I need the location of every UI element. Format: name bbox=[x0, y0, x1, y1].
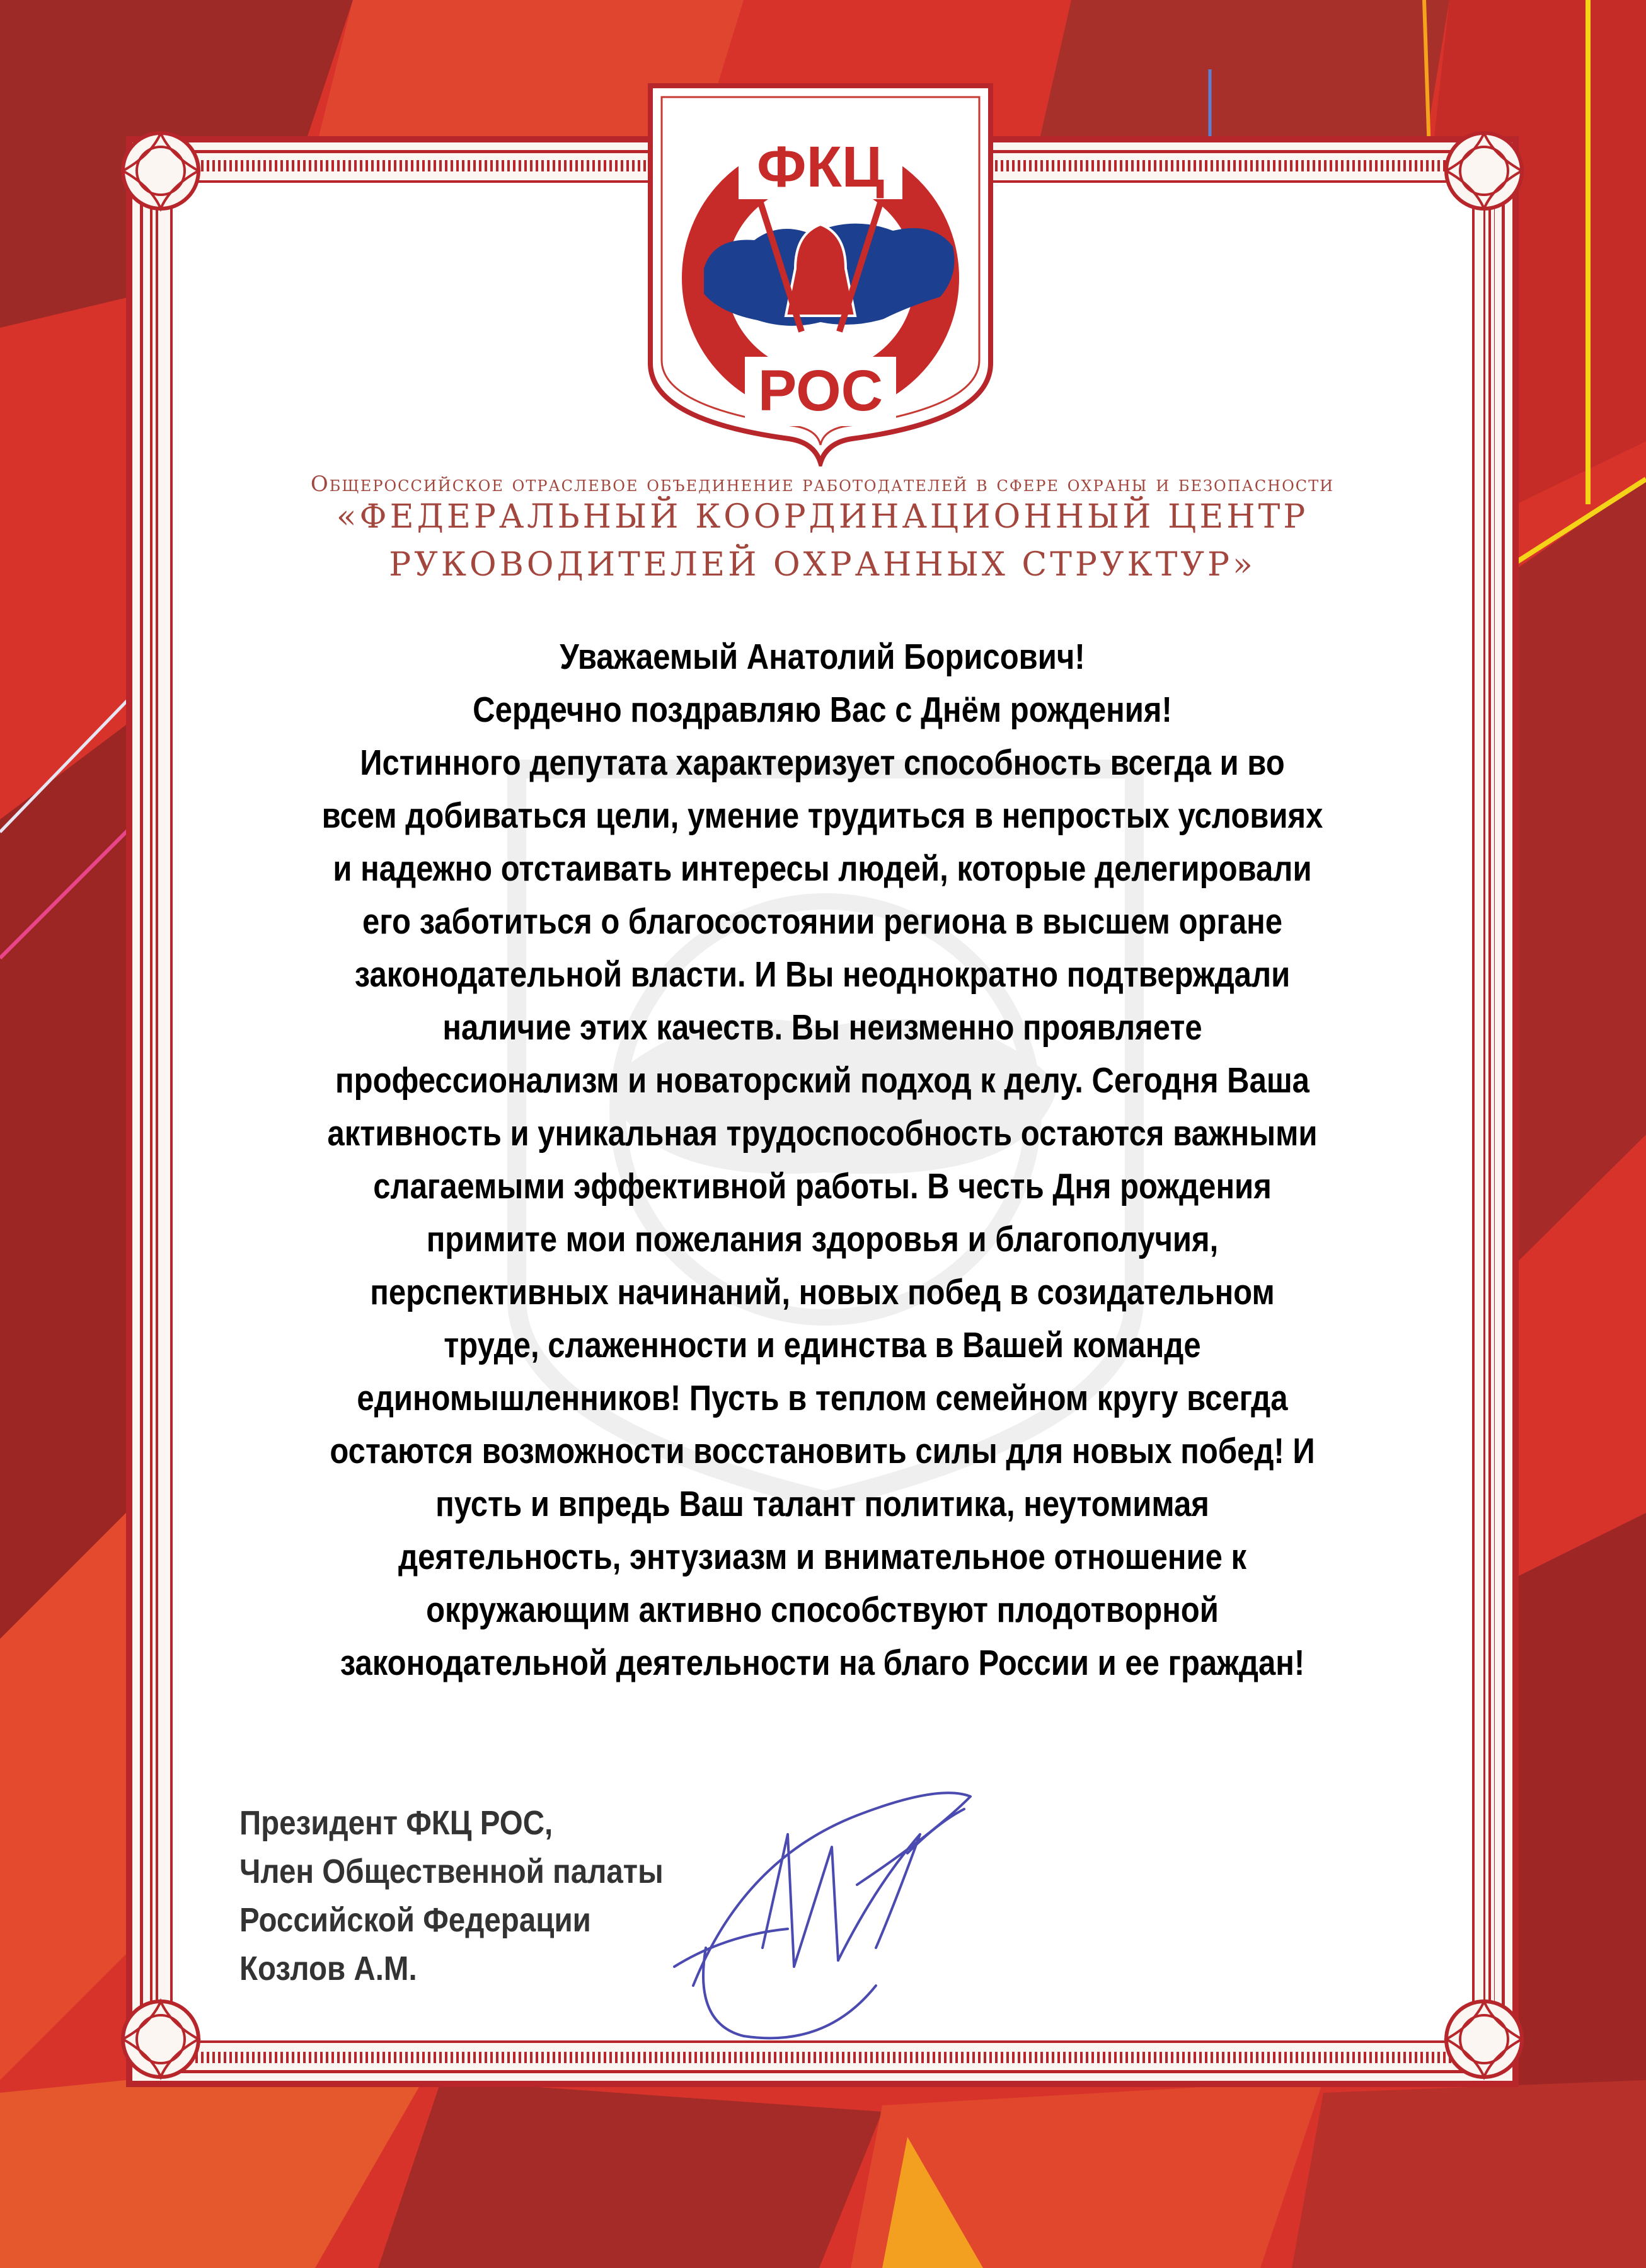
signatory-block bbox=[239, 1799, 721, 1993]
letter-line: Сердечно поздравляю Вас с Днём рождения! bbox=[473, 690, 1172, 730]
letter-line: законодательной власти. И Вы неоднократно подтверждали bbox=[354, 954, 1291, 995]
logo-top-text: ФКЦ bbox=[757, 135, 884, 199]
letter-line: профессионализм и новаторский подход к делу. Сегодня Ваша bbox=[335, 1060, 1309, 1101]
letter-line: остаются возможности восстановить силы для новых побед! И bbox=[330, 1431, 1315, 1471]
signatory-name: Козлов А.М. bbox=[239, 1950, 417, 1987]
letter-line: слагаемыми эффективной работы. В честь Дня рождения bbox=[373, 1166, 1272, 1206]
letter-line: окружающим активно способствуют плодотворной bbox=[426, 1590, 1219, 1630]
letter-line: всем добиваться цели, умение трудиться в непростых условиях bbox=[321, 796, 1323, 836]
letter-line: труде, слаженности и единства в Вашей команде bbox=[444, 1325, 1201, 1365]
organization-subtitle: Общероссийское отраслевое объединение работодателей в сфере охраны и безопасности bbox=[310, 472, 1335, 497]
letter-line: деятельность, энтузиазм и внимательное отношение к bbox=[398, 1537, 1247, 1577]
letter-line: перспективных начинаний, новых побед в созидательном bbox=[370, 1272, 1275, 1312]
signatory-position: Член Общественной палаты bbox=[239, 1853, 664, 1890]
letter-line: законодательной деятельности на благо России и ее граждан! bbox=[340, 1643, 1305, 1683]
letter-body bbox=[214, 630, 1430, 1689]
letter-line: примите мои пожелания здоровья и благополучия, bbox=[426, 1219, 1219, 1259]
letter-line: пусть и впредь Ваш талант политика, неутомимая bbox=[435, 1484, 1209, 1524]
ornament-corner-top-left-icon bbox=[107, 117, 214, 224]
letter-line: его заботиться о благосостоянии региона в высшем органе bbox=[362, 901, 1283, 942]
ornament-corner-bottom-right-icon bbox=[1430, 1986, 1538, 2093]
fkc-ros-logo bbox=[644, 79, 997, 466]
ornament-corner-top-right-icon bbox=[1430, 117, 1538, 224]
letter-line: наличие этих качеств. Вы неизменно проявляете bbox=[442, 1007, 1202, 1048]
ornament-corner-bottom-left-icon bbox=[107, 1986, 214, 2093]
organization-name-line1: «ФЕДЕРАЛЬНЫЙ КООРДИНАЦИОННЫЙ ЦЕНТР bbox=[336, 498, 1309, 536]
signatory-title: Президент ФКЦ РОС, bbox=[239, 1804, 553, 1842]
letter-line: и надежно отстаивать интересы людей, которые делегировали bbox=[333, 848, 1312, 889]
handwritten-signature bbox=[668, 1759, 996, 2061]
letter-line: единомышленников! Пусть в теплом семейном кругу всегда bbox=[357, 1378, 1288, 1418]
logo-bottom-text: РОС bbox=[757, 359, 883, 423]
letter-line: активность и уникальная трудоспособность остаются важными bbox=[327, 1113, 1318, 1154]
organization-name-line2: РУКОВОДИТЕЛЕЙ ОХРАННЫХ СТРУКТУР» bbox=[389, 546, 1256, 584]
letter-greeting: Уважаемый Анатолий Борисович! bbox=[560, 637, 1085, 677]
signatory-position-cont: Российской Федерации bbox=[239, 1901, 591, 1939]
letter-line: Истинного депутата характеризует способность всегда и во bbox=[360, 743, 1285, 783]
